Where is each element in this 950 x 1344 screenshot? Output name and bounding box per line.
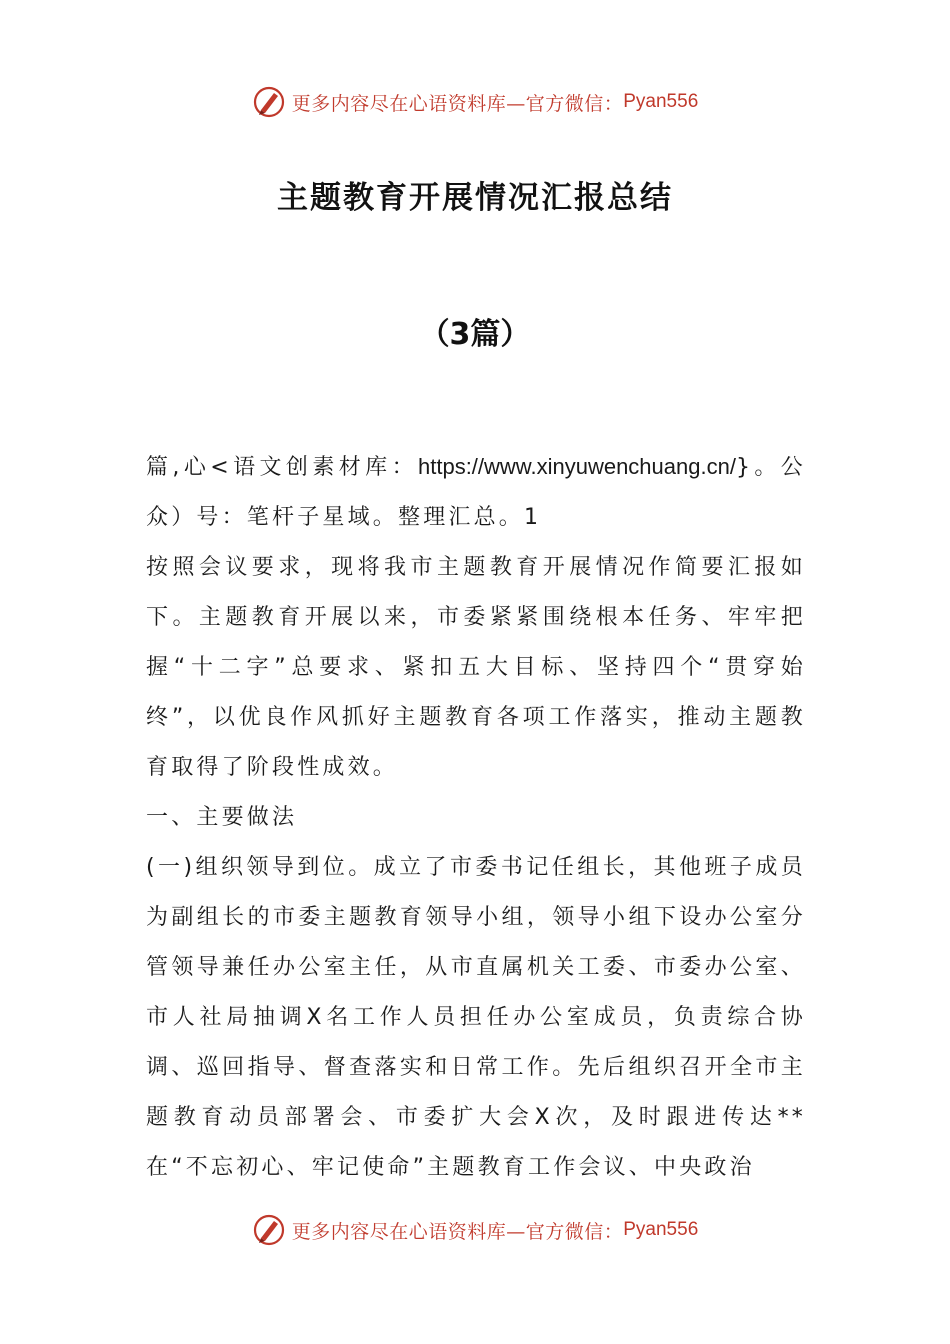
paragraph-intro: 按照会议要求，现将我市主题教育开展情况作简要汇报如下。主题教育开展以来，市委紧紧围绕根本任务、牢牢把握“十二字”总要求、紧扣五大目标、坚持四个“贯穿始终”，以优良作风抓好主题教育各项工作落实，推动主题教育取得了阶段性成效。 <box>146 555 806 780</box>
banner-account: Pyan556 <box>623 91 699 112</box>
paragraph-organization: (一)组织领导到位。成立了市委书记任组长，其他班子成员为副组长的市委主题教育领导小组，领导小组下设办公室分管领导兼任办公室主任，从市直属机关工委、市委办公室、市人社局抽调X名工作人员担任办公室成员，负责综合协调、巡回指导、督查落实和日常工作。先后组织召开全市主题教育动员部署会、市委扩大会X次，及时跟进传达**在“不忘初心、牢记使命”主题教育工作会议、中央政治 <box>146 855 806 1180</box>
source-url-link[interactable]: https://www.xinyuwenchuang.cn/ <box>418 454 736 479</box>
source-line <box>146 442 806 543</box>
document-body <box>146 442 806 1193</box>
header-banner <box>0 82 950 122</box>
source-suffix: }。公众）号：笔杆子星域。整理汇总。1 <box>146 455 806 530</box>
section-heading: 一、主要做法 <box>146 805 298 830</box>
source-prefix: 篇,心<语文创素材库： <box>146 455 418 480</box>
document-subtitle: （3篇） <box>419 317 531 352</box>
pen-circle-logo-icon <box>252 85 286 119</box>
pen-circle-logo-icon <box>252 1213 286 1247</box>
banner-text: 更多内容尽在心语资料库—官方微信： <box>291 1220 624 1243</box>
footer-banner <box>0 1210 950 1250</box>
banner-account: Pyan556 <box>623 1219 699 1240</box>
document-title: 主题教育开展情况汇报总结 <box>277 180 673 216</box>
banner-text: 更多内容尽在心语资料库—官方微信： <box>291 92 624 115</box>
